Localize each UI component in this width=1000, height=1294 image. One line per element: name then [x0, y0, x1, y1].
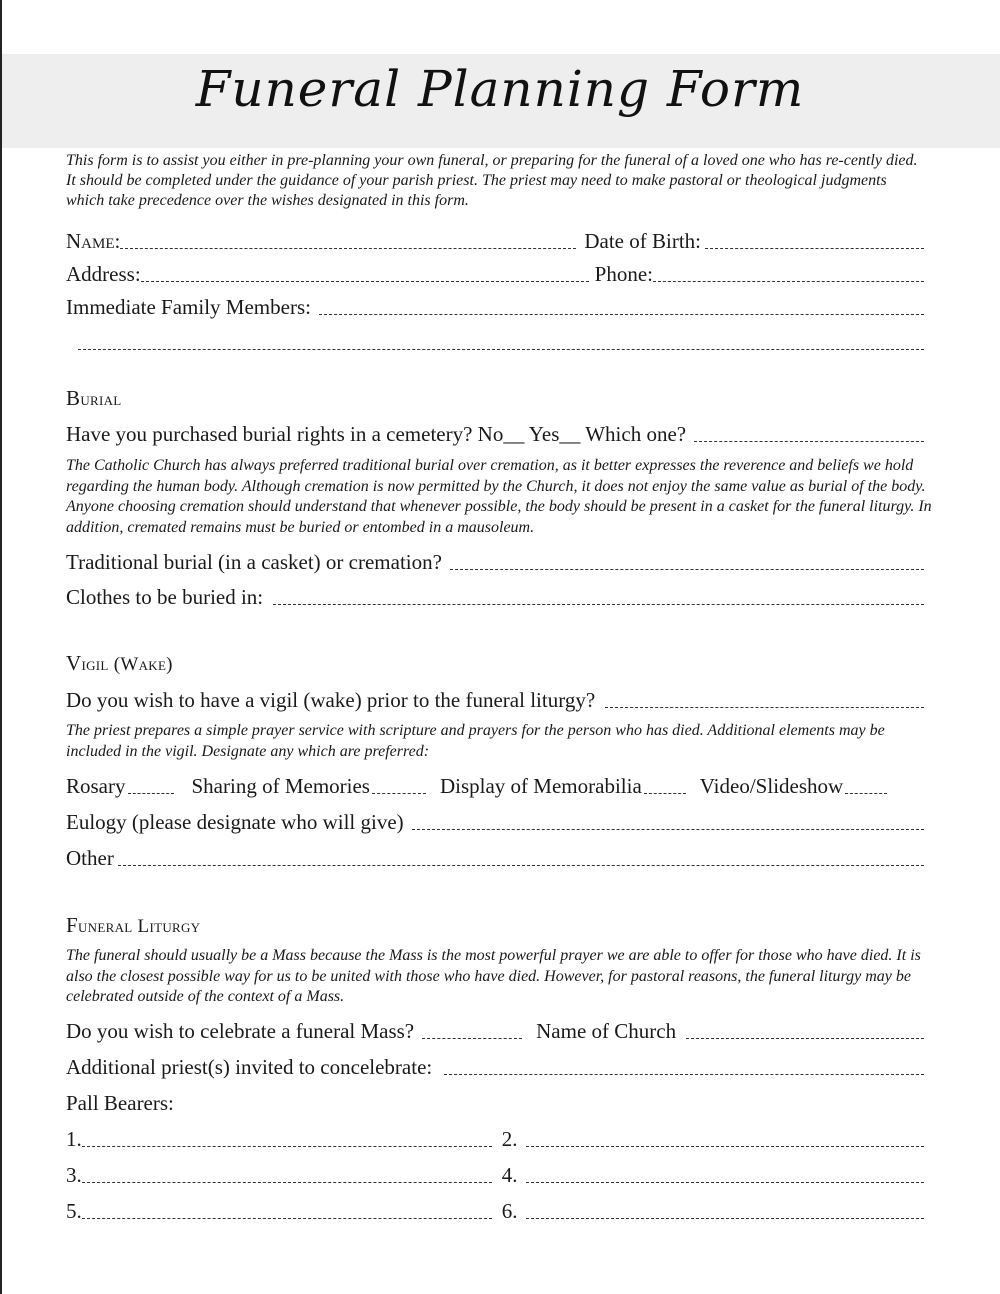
cemetery-field[interactable] — [694, 441, 924, 442]
vigil-field[interactable] — [605, 707, 924, 708]
pall-row-2 — [66, 1158, 924, 1188]
other-label: Other — [66, 846, 114, 870]
family-row-2 — [78, 325, 924, 355]
pall-field-1[interactable] — [82, 1146, 492, 1147]
church-label: Name of Church — [536, 1019, 677, 1043]
dob-field[interactable] — [705, 248, 924, 249]
priests-field[interactable] — [444, 1074, 924, 1075]
burial-type-field[interactable] — [450, 569, 924, 570]
pall-bearers-row — [66, 1086, 924, 1116]
pall-number-1: 1. — [66, 1127, 82, 1151]
liturgy-note: The funeral should usually be a Mass because the Mass is the most powerful prayer we are able to offer for those who have died. It is also the closest possible way for us to be united with those who have died. However, for pastoral reasons, the funeral liturgy may be celebrated outside of the context of a Mass. — [66, 947, 921, 1005]
name-row — [66, 224, 924, 254]
option-video-field[interactable] — [845, 793, 887, 794]
priests-label: Additional priest(s) invited to concelebrate: — [66, 1055, 433, 1079]
pall-field-6[interactable] — [526, 1218, 925, 1219]
pall-field-2[interactable] — [526, 1146, 925, 1147]
vigil-heading: Vigil (Wake) — [66, 651, 173, 675]
eulogy-row — [66, 805, 924, 835]
eulogy-field[interactable] — [412, 829, 924, 830]
option-memories-field[interactable] — [372, 793, 426, 794]
clothes-field[interactable] — [273, 604, 924, 605]
pall-row-3 — [66, 1194, 924, 1224]
church-field[interactable] — [686, 1038, 924, 1039]
vigil-question: Do you wish to have a vigil (wake) prior to the funeral liturgy? — [66, 688, 596, 712]
name-label: Name: — [66, 229, 121, 253]
pall-number-4: 4. — [501, 1163, 518, 1187]
option-video-label: Video/Slideshow — [699, 774, 844, 798]
pall-number-2: 2. — [501, 1127, 518, 1151]
burial-rights-row — [66, 417, 924, 447]
burial-rights-question: Have you purchased burial rights in a cemetery? No__ Yes__ Which one? — [66, 422, 687, 446]
pall-field-4[interactable] — [526, 1182, 925, 1183]
vigil-row — [66, 683, 924, 713]
family-label: Immediate Family Members: — [66, 295, 311, 319]
burial-heading: Burial — [66, 386, 122, 410]
pall-number-5: 5. — [66, 1199, 82, 1223]
priests-row — [66, 1050, 924, 1080]
phone-field[interactable] — [653, 281, 924, 282]
page-title: Funeral Planning Form — [195, 60, 805, 118]
intro-text: This form is to assist you either in pre-planning your own funeral, or preparing for the funeral of a loved one who has re-cently died. It should be completed under the guidance of your parish priest. The priest may need to make pastoral or theological judgments which take precedence over the wishes designated in this form. — [66, 152, 918, 209]
address-field[interactable] — [141, 281, 589, 282]
mass-field[interactable] — [422, 1038, 522, 1039]
family-field-2[interactable] — [78, 349, 924, 350]
vigil-note: The priest prepares a simple prayer service with scripture and prayers for the person who has died. Additional elements may be included in the vigil. Designate any which are preferred: — [66, 722, 885, 760]
clothes-label: Clothes to be buried in: — [66, 585, 264, 609]
eulogy-label: Eulogy (please designate who will give) — [66, 810, 404, 834]
option-rosary-label: Rosary — [66, 774, 126, 798]
pall-field-5[interactable] — [82, 1218, 492, 1219]
page-left-border — [0, 0, 2, 1294]
pall-field-3[interactable] — [82, 1182, 492, 1183]
family-field[interactable] — [319, 314, 924, 315]
mass-row — [66, 1014, 924, 1044]
vigil-options-row — [66, 769, 924, 799]
address-label: Address: — [66, 262, 141, 286]
pall-bearers-label: Pall Bearers: — [66, 1091, 174, 1115]
pall-number-6: 6. — [501, 1199, 518, 1223]
clothes-row — [66, 580, 924, 610]
other-row — [66, 841, 924, 871]
phone-label: Phone: — [594, 262, 654, 286]
option-memories-label: Sharing of Memories — [191, 774, 370, 798]
burial-type-label: Traditional burial (in a casket) or cremation? — [66, 550, 442, 574]
address-row — [66, 257, 924, 287]
name-field[interactable] — [120, 248, 576, 249]
liturgy-heading: Funeral Liturgy — [66, 913, 201, 937]
burial-type-row — [66, 545, 924, 575]
option-memorabilia-label: Display of Memorabilia — [439, 774, 642, 798]
family-row — [66, 290, 924, 320]
pall-row-1 — [66, 1122, 924, 1152]
mass-label: Do you wish to celebrate a funeral Mass? — [66, 1019, 415, 1043]
burial-note: The Catholic Church has always preferred traditional burial over cremation, as it better expresses the reverence and beliefs we hold regarding the human body. Although cremation is now permitted by the Church, it does not enjoy the same value as burial of the body. Anyone choosing cremation should understand that whenever possible, the body should be present in a casket for the funeral liturgy. In addition, cremated remains must be buried or entombed in a mausoleum. — [66, 457, 932, 536]
dob-label: Date of Birth: — [584, 229, 701, 253]
option-memorabilia-field[interactable] — [644, 793, 686, 794]
other-field[interactable] — [118, 865, 924, 866]
option-rosary-field[interactable] — [128, 793, 174, 794]
pall-number-3: 3. — [66, 1163, 82, 1187]
